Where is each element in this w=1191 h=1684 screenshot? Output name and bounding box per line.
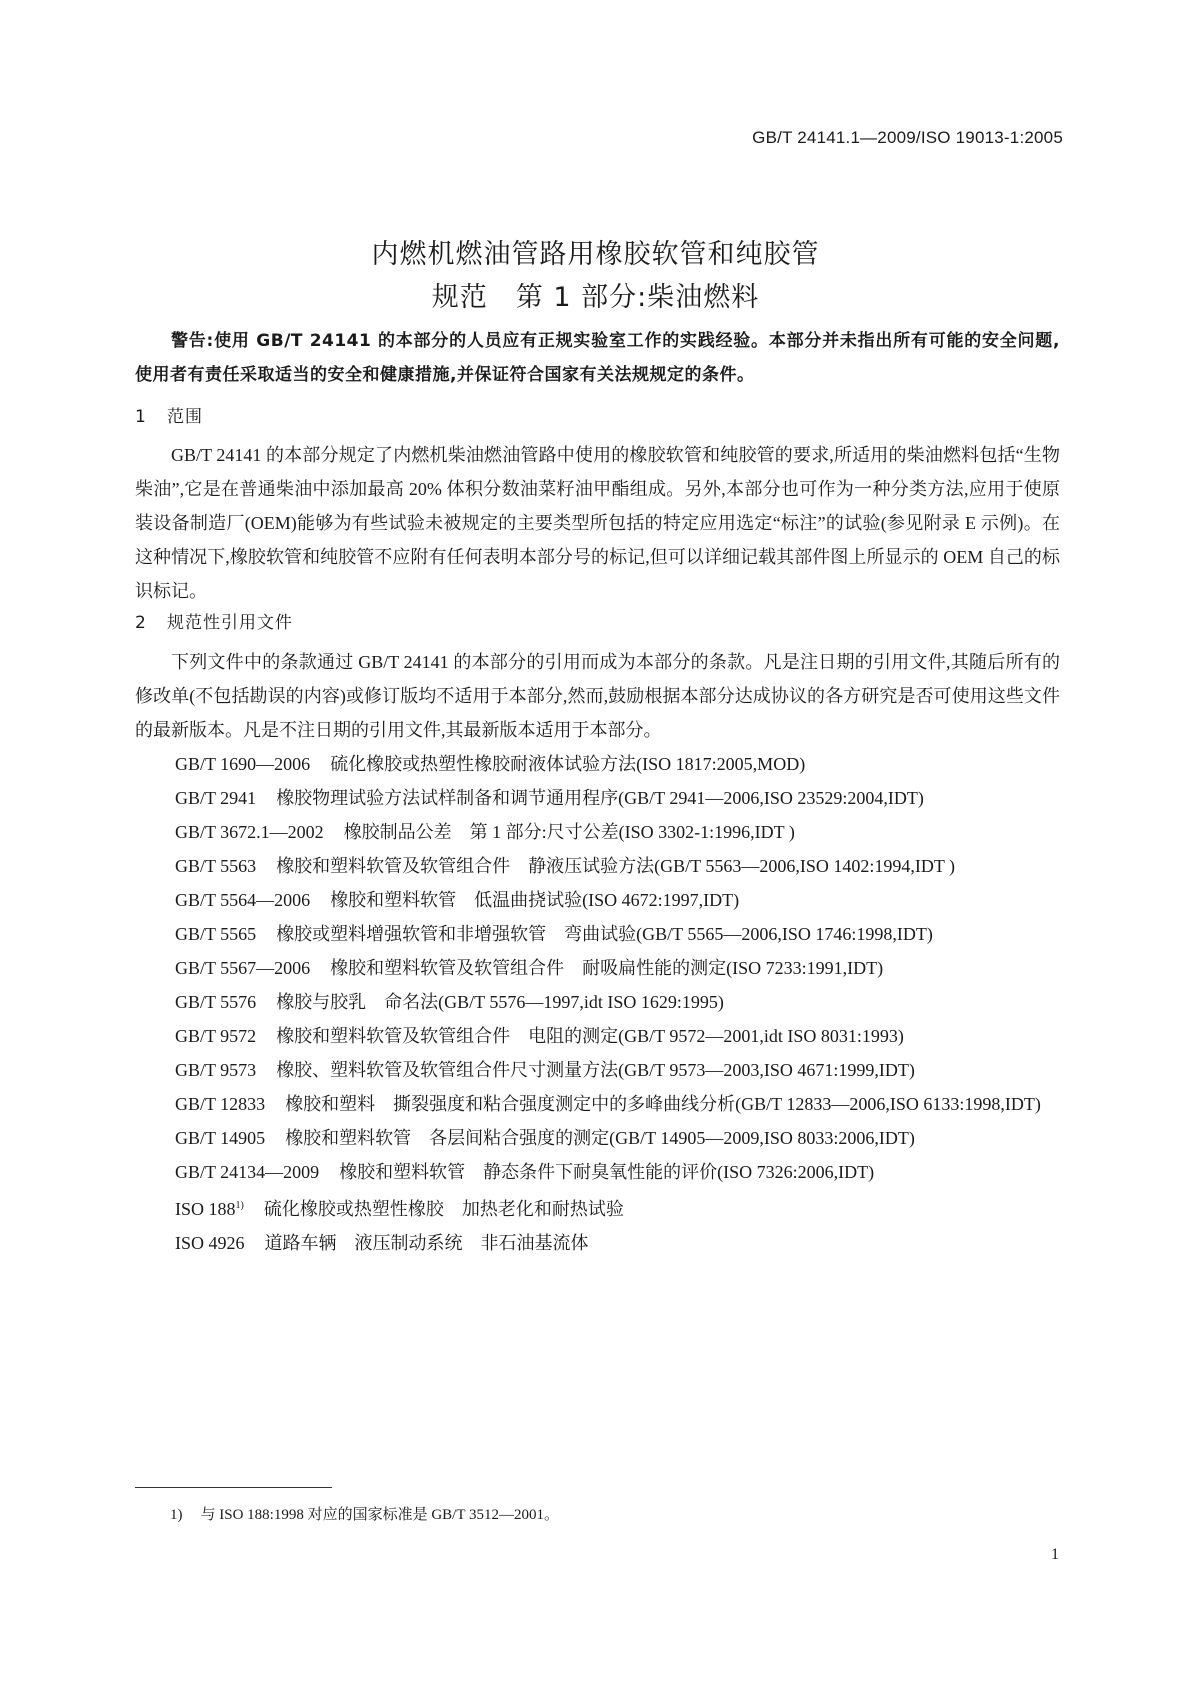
section-1-title: 范围 (167, 407, 203, 427)
document-title-line2: 规范 第 1 部分:柴油燃料 (431, 282, 760, 313)
reference-code: GB/T 3672.1—2002 (175, 822, 324, 842)
reference-title: 道路车辆 液压制动系统 非石油基流体 (264, 1233, 589, 1253)
reference-title: 橡胶和塑料软管及软管组合件 静液压试验方法(GB/T 5563—2006,ISO 1402:1994,IDT ) (276, 856, 956, 876)
section-1-number: 1 (135, 407, 147, 427)
footnote-marker: 1) (235, 1200, 244, 1211)
section-1-body-block (135, 438, 1060, 608)
reference-item (135, 883, 1060, 917)
reference-item (135, 781, 1060, 815)
reference-item (135, 951, 1060, 985)
reference-title: 橡胶和塑料软管 低温曲挠试验(ISO 4672:1997,IDT) (330, 890, 740, 910)
reference-code: ISO 4926 (175, 1233, 245, 1253)
warning-text: 警告:使用 GB/T 24141 的本部分的人员应有正规实验室工作的实践经验。本部分并未指出所有可能的安全问题,使用者有责任采取适当的安全和健康措施,并保证符合国家有关法规规定的条件。 (135, 331, 1060, 385)
reference-title: 橡胶和塑料软管及软管组合件 电阻的测定(GB/T 9572—2001,idt ISO 8031:1993) (276, 1026, 904, 1046)
reference-title: 橡胶制品公差 第 1 部分:尺寸公差(ISO 3302-1:1996,IDT ) (343, 822, 795, 842)
standard-code-header: GB/T 24141.1—2009/ISO 19013-1:2005 (752, 128, 1063, 147)
section-1-heading (135, 402, 203, 427)
reference-item (135, 1053, 1060, 1087)
section-2-number: 2 (135, 613, 147, 633)
reference-title: 橡胶或塑料增强软管和非增强软管 弯曲试验(GB/T 5565—2006,ISO 1746:1998,IDT) (276, 924, 933, 944)
reference-item (135, 1155, 1060, 1189)
reference-item (135, 917, 1060, 951)
page-number: 1 (1051, 1546, 1059, 1563)
reference-item (135, 985, 1060, 1019)
reference-item (135, 1189, 1060, 1226)
section-2-intro: 下列文件中的条款通过 GB/T 24141 的本部分的引用而成为本部分的条款。凡是注日期的引用文件,其随后所有的修改单(不包括勘误的内容)或修订版均不适用于本部分,然而,鼓励根据本部分达成协议的各方研究是否可使用这些文件的最新版本。凡是不注日期的引用文件,其最新版本适用于本部分。 (135, 652, 1060, 740)
reference-code: GB/T 9573 (175, 1060, 257, 1080)
reference-title: 橡胶和塑料软管 静态条件下耐臭氧性能的评价(ISO 7326:2006,IDT) (339, 1162, 875, 1182)
reference-code: GB/T 14905 (175, 1128, 266, 1148)
reference-code: GB/T 1690—2006 (175, 754, 311, 774)
reference-title: 橡胶和塑料软管 各层间粘合强度的测定(GB/T 14905—2009,ISO 8033:2006,IDT) (285, 1128, 915, 1148)
reference-code: GB/T 5563 (175, 856, 257, 876)
reference-item (135, 1226, 1060, 1260)
reference-code (175, 1199, 244, 1219)
footnote (170, 1503, 559, 1524)
reference-title: 硫化橡胶或热塑性橡胶耐液体试验方法(ISO 1817:2005,MOD) (330, 754, 806, 774)
reference-title: 橡胶物理试验方法试样制备和调节通用程序(GB/T 2941—2006,ISO 23529:2004,IDT) (276, 788, 924, 808)
reference-code: GB/T 5567—2006 (175, 958, 311, 978)
document-title-line1: 内燃机燃油管路用橡胶软管和纯胶管 (371, 239, 820, 270)
reference-item (135, 849, 1060, 883)
section-2-body-block (135, 645, 1060, 1260)
reference-title: 橡胶和塑料软管及软管组合件 耐吸扁性能的测定(ISO 7233:1991,IDT) (330, 958, 884, 978)
warning-block (135, 324, 1060, 392)
reference-title: 橡胶与胶乳 命名法(GB/T 5576—1997,idt ISO 1629:1995) (276, 992, 724, 1012)
section-1-body: GB/T 24141 的本部分规定了内燃机柴油燃油管路中使用的橡胶软管和纯胶管的要求,所适用的柴油燃料包括“生物柴油”,它是在普通柴油中添加最高 20% 体积分数油菜籽油甲酯组成。另外,本部分也可作为一种分类方法,应用于使原装设备制造厂(OEM)能够为有些试验未被规定的主要类型所包括的特定应用选定“标注”的试验(参见附录 E 示例)。在这种情况下,橡胶软管和纯胶管不应附有任何表明本部分号的标记,但可以详细记载其部件图上所显示的 OEM 自己的标识标记。 (135, 445, 1060, 601)
reference-title: 硫化橡胶或热塑性橡胶 加热老化和耐热试验 (263, 1199, 624, 1219)
reference-title: 橡胶和塑料 撕裂强度和粘合强度测定中的多峰曲线分析(GB/T 12833—2006,ISO 6133:1998,IDT) (285, 1094, 1041, 1114)
reference-code: GB/T 12833 (175, 1094, 266, 1114)
reference-list (135, 747, 1060, 1260)
reference-code-text: ISO 188 (175, 1199, 236, 1219)
reference-item (135, 1019, 1060, 1053)
section-2-heading (135, 608, 293, 633)
footnote-mark: 1) (170, 1507, 183, 1523)
reference-code: GB/T 24134—2009 (175, 1162, 320, 1182)
reference-item (135, 747, 1060, 781)
reference-code: GB/T 2941 (175, 788, 257, 808)
reference-code: GB/T 5564—2006 (175, 890, 311, 910)
section-2-title: 规范性引用文件 (167, 613, 293, 633)
reference-code: GB/T 5565 (175, 924, 257, 944)
reference-item (135, 815, 1060, 849)
reference-code: GB/T 5576 (175, 992, 257, 1012)
reference-item (135, 1121, 1060, 1155)
footnote-text: 与 ISO 188:1998 对应的国家标准是 GB/T 3512—2001。 (200, 1507, 559, 1523)
reference-item (135, 1087, 1060, 1121)
footnote-divider (135, 1487, 332, 1488)
reference-code: GB/T 9572 (175, 1026, 257, 1046)
reference-title: 橡胶、塑料软管及软管组合件尺寸测量方法(GB/T 9573—2003,ISO 4671:1999,IDT) (276, 1060, 915, 1080)
